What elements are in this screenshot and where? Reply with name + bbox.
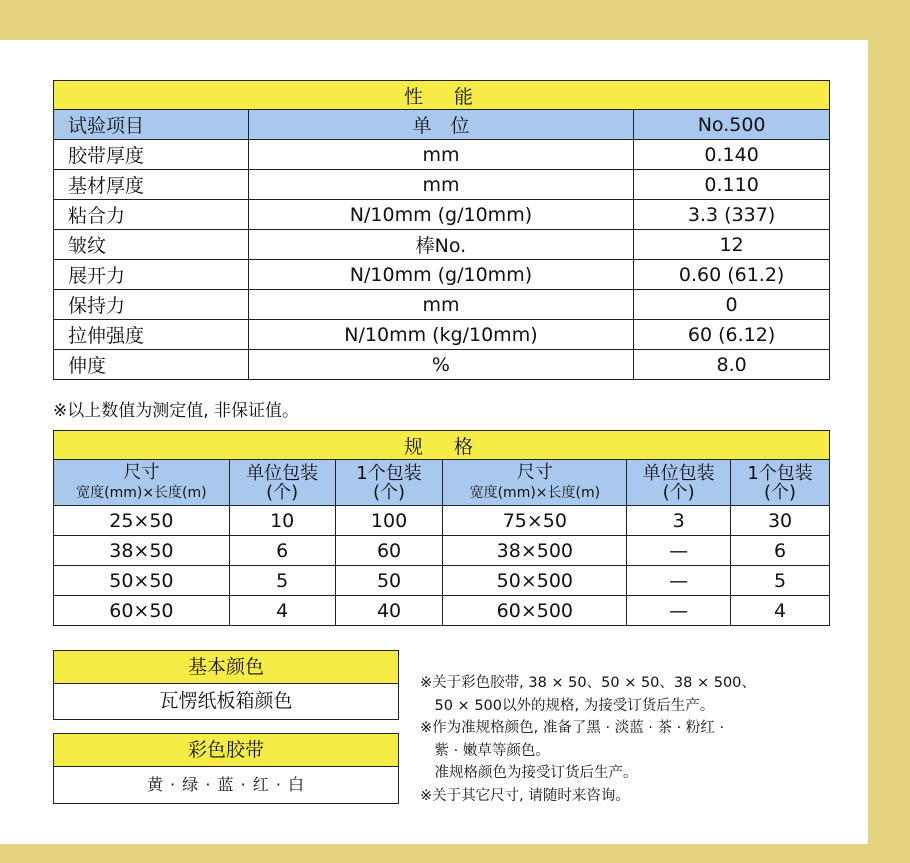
col-unit: 单 位 (248, 110, 634, 140)
case-pack: 40 (335, 596, 443, 626)
size-label: 尺寸 (516, 461, 553, 483)
basic-color-box (53, 650, 399, 720)
unit-pack: 6 (229, 536, 335, 566)
table-row (54, 230, 830, 260)
value: 0.140 (634, 140, 830, 170)
note-line: ※作为准规格颜色, 准备了黑 · 淡蓝 · 茶 · 粉红 · (420, 720, 725, 736)
case-pack: 60 (335, 536, 443, 566)
unit-pack: 4 (229, 596, 335, 626)
col-no500: No.500 (634, 110, 830, 140)
size: 60×500 (443, 596, 627, 626)
table-row (54, 140, 830, 170)
case-pack-sublabel: (个) (373, 481, 406, 503)
value: 3.3 (337) (634, 200, 830, 230)
unit-pack: — (627, 566, 731, 596)
col-unit-pack-2 (627, 460, 731, 506)
unit: N/10mm (g/10mm) (248, 260, 634, 290)
note-line: 紫 · 嫩草等颜色。 (420, 742, 550, 759)
size: 60×50 (54, 596, 230, 626)
table-row (54, 290, 830, 320)
table-row (54, 170, 830, 200)
case-pack: 50 (335, 566, 443, 596)
size: 50×50 (54, 566, 230, 596)
size-label: 尺寸 (123, 461, 160, 483)
table-row (54, 350, 830, 380)
performance-table (53, 80, 830, 380)
unit-pack: 5 (229, 566, 335, 596)
unit-pack-sublabel: (个) (266, 481, 299, 503)
size: 38×500 (443, 536, 627, 566)
case-pack-label: 1个包装 (356, 462, 422, 484)
size-sublabel: 宽度(mm)×长度(m) (469, 484, 601, 501)
performance-title: 性 能 (54, 81, 830, 110)
table-row (54, 260, 830, 290)
measurement-note: ※以上数值为测定值, 非保证值。 (53, 401, 300, 421)
size: 25×50 (54, 506, 230, 536)
color-tape-value: 黄 · 绿 · 蓝 · 红 · 白 (53, 766, 399, 804)
unit-pack-sublabel: (个) (662, 481, 695, 503)
case-pack: 6 (731, 536, 830, 566)
unit-pack-label: 单位包装 (642, 462, 715, 484)
unit: mm (248, 170, 634, 200)
note-line: ※关于彩色胶带, 38 × 50、50 × 50、38 × 500、 (420, 675, 756, 691)
notes-block (420, 672, 756, 807)
value: 0.60 (61.2) (634, 260, 830, 290)
value: 8.0 (634, 350, 830, 380)
unit: mm (248, 290, 634, 320)
value: 0 (634, 290, 830, 320)
test-item: 粘合力 (54, 200, 249, 230)
test-item: 伸度 (54, 350, 249, 380)
unit-pack: 3 (627, 506, 731, 536)
test-item: 皱纹 (54, 230, 249, 260)
col-size-2 (443, 460, 627, 506)
unit: 棒No. (248, 230, 634, 260)
case-pack: 30 (731, 506, 830, 536)
case-pack-label: 1个包装 (747, 462, 813, 484)
unit: N/10mm (g/10mm) (248, 200, 634, 230)
unit-pack: — (627, 536, 731, 566)
case-pack: 5 (731, 566, 830, 596)
size: 50×500 (443, 566, 627, 596)
case-pack: 4 (731, 596, 830, 626)
unit: N/10mm (kg/10mm) (248, 320, 634, 350)
basic-color-title: 基本颜色 (53, 650, 399, 683)
spec-title: 规 格 (54, 431, 830, 460)
col-case-pack (335, 460, 443, 506)
test-item: 保持力 (54, 290, 249, 320)
spec-header-row (54, 460, 830, 506)
table-row (54, 566, 830, 596)
size: 75×50 (443, 506, 627, 536)
unit: mm (248, 140, 634, 170)
unit-pack-label: 单位包装 (246, 462, 319, 484)
color-tape-box (53, 733, 399, 804)
table-row (54, 506, 830, 536)
test-item: 拉伸强度 (54, 320, 249, 350)
table-row (54, 596, 830, 626)
value: 12 (634, 230, 830, 260)
col-case-pack-2 (731, 460, 830, 506)
table-row (54, 200, 830, 230)
value: 60 (6.12) (634, 320, 830, 350)
content-sheet (0, 40, 868, 844)
size: 38×50 (54, 536, 230, 566)
unit-pack: 10 (229, 506, 335, 536)
col-unit-pack (229, 460, 335, 506)
case-pack-sublabel: (个) (764, 481, 797, 503)
note-line: ※关于其它尺寸, 请随时来咨询。 (420, 787, 630, 804)
table-row (54, 536, 830, 566)
spec-table (53, 430, 830, 626)
test-item: 展开力 (54, 260, 249, 290)
unit-pack: — (627, 596, 731, 626)
unit: % (248, 350, 634, 380)
basic-color-value: 瓦愣纸板箱颜色 (53, 683, 399, 720)
color-tape-title: 彩色胶带 (53, 733, 399, 766)
case-pack: 100 (335, 506, 443, 536)
test-item: 胶带厚度 (54, 140, 249, 170)
table-row (54, 320, 830, 350)
value: 0.110 (634, 170, 830, 200)
col-test-item: 试验项目 (54, 110, 249, 140)
test-item: 基材厚度 (54, 170, 249, 200)
col-size (54, 460, 230, 506)
size-sublabel: 宽度(mm)×长度(m) (76, 484, 207, 501)
note-line: 50 × 500以外的规格, 为接受订货后生产。 (420, 697, 715, 714)
note-line: 准规格颜色为接受订货后生产。 (420, 765, 638, 781)
performance-header-row (54, 110, 830, 140)
